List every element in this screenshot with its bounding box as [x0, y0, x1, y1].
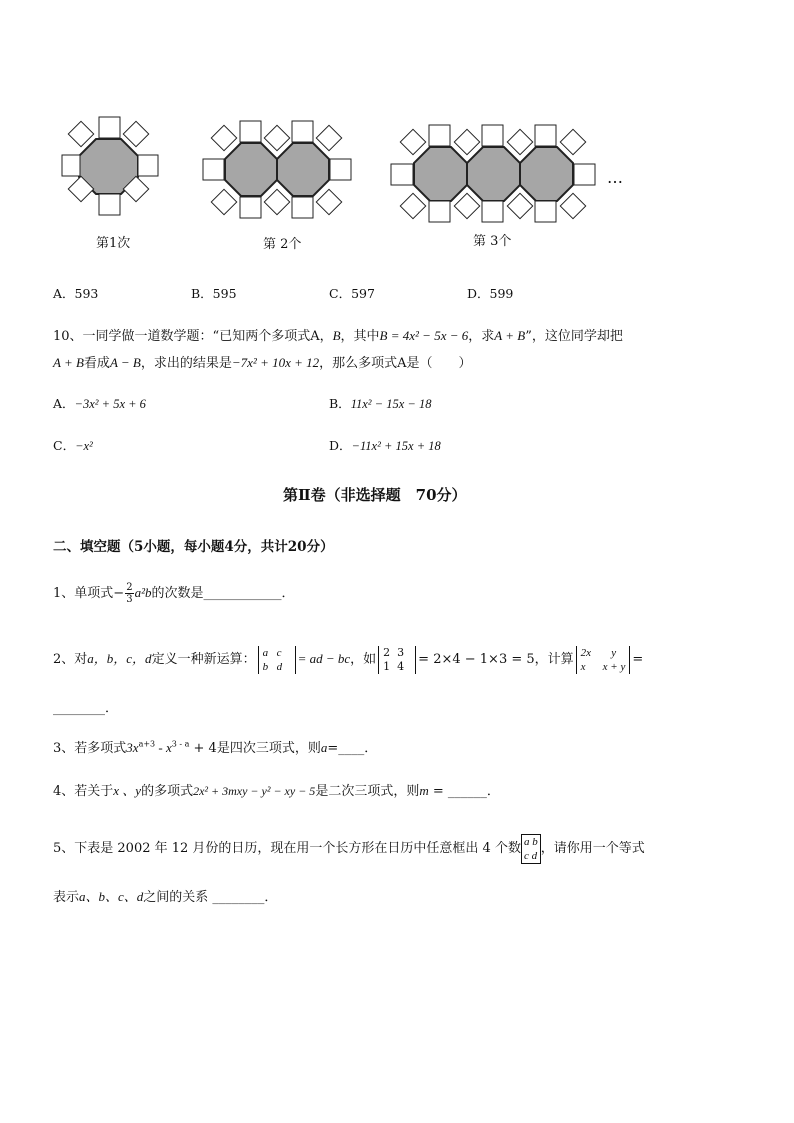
option-label: A．	[53, 396, 75, 411]
q2-expr: = 2×4 − 1×3 = 5	[418, 652, 535, 667]
q10-option-c	[53, 436, 93, 454]
option-expr: −3x² + 5x + 6	[74, 397, 146, 411]
q10-text: 10、一同学做一道数学题：“已知两个多项式A，	[53, 329, 333, 344]
q3-expr: + 4	[189, 741, 217, 756]
square	[138, 155, 158, 176]
q9-option-b: B．595	[191, 286, 237, 301]
q10-option-a	[53, 394, 146, 412]
octagon	[520, 147, 573, 201]
det-cell: a	[262, 646, 269, 659]
figure-ellipsis: …	[607, 168, 623, 187]
determinant-3	[576, 646, 631, 674]
q4-text: 的多项式	[141, 784, 194, 799]
determinant-1	[258, 646, 296, 674]
square	[330, 159, 351, 180]
square	[211, 125, 236, 150]
figure-2	[203, 121, 351, 218]
q1-minus: −	[113, 586, 125, 601]
square	[292, 121, 313, 142]
q3-expr: 3x	[126, 740, 139, 755]
square	[507, 129, 532, 154]
square	[68, 121, 93, 146]
q10-line-2	[53, 352, 472, 371]
octagon-pattern-figure	[0, 0, 794, 230]
q1-expr: a²b	[134, 585, 152, 600]
q2-text: ，计算	[534, 652, 574, 667]
q9-option-d: D．599	[467, 286, 514, 301]
q10-text: ，其中	[340, 329, 380, 344]
q2-vars: a，b，c，d	[87, 651, 152, 666]
fill-q4	[53, 780, 500, 799]
square	[316, 125, 341, 150]
option-label: C．	[53, 438, 76, 453]
det-cell: 4	[397, 659, 405, 673]
square	[454, 129, 479, 154]
q10-expr-b: B = 4x² − 5x − 6	[379, 328, 469, 343]
fill-q3	[53, 737, 377, 756]
det-cell: 3	[397, 645, 405, 659]
q2-expr: = ad − bc	[297, 651, 351, 666]
q5-calendar-box	[521, 834, 541, 864]
figure-caption-1: 第1次	[96, 236, 131, 251]
square	[240, 121, 261, 142]
figure-1	[62, 117, 158, 215]
determinant-2	[378, 646, 416, 674]
square	[429, 125, 450, 146]
option-expr: 11x² − 15x − 18	[350, 397, 432, 411]
q10-option-d	[329, 436, 441, 454]
square	[264, 125, 289, 150]
q10-text: 看成	[83, 356, 110, 371]
q10-text: ，那么多项式A是（ ）	[319, 356, 472, 371]
fill-q2	[53, 641, 643, 678]
octagon	[467, 147, 520, 201]
q9-option-c: C．597	[329, 286, 375, 301]
square	[316, 189, 341, 214]
square	[292, 197, 313, 218]
q1-text: 的次数是____________．	[151, 586, 295, 601]
square	[454, 193, 479, 218]
q5-vars: a、b、c、d	[79, 889, 144, 904]
q4-var: m	[419, 783, 429, 798]
q5-text: 之间的关系 ________．	[143, 890, 278, 905]
det-cell: 2x	[580, 646, 592, 659]
det-cell: d	[276, 660, 283, 673]
option-label: B．	[329, 396, 351, 411]
det-cell: b	[262, 660, 269, 673]
octagon	[225, 143, 277, 196]
q9-option-a: A．593	[53, 286, 99, 301]
octagon	[277, 143, 329, 196]
fill-q5-line-2	[53, 886, 277, 905]
q4-text: 4、若关于	[53, 784, 114, 799]
q3-text: 是四次三项式，则	[216, 741, 321, 756]
det-cell: 2	[383, 645, 391, 659]
q2-text: 2、对	[53, 652, 88, 667]
square	[482, 201, 503, 222]
square	[123, 121, 148, 146]
option-expr: −x²	[75, 439, 93, 453]
box-row: a b	[523, 835, 538, 848]
q4-text: = ______．	[428, 784, 500, 799]
q2-text: 定义一种新运算：	[151, 652, 256, 667]
square	[240, 197, 261, 218]
option-expr: −11x² + 15x + 18	[351, 439, 441, 453]
q3-exponent: a+3	[138, 739, 156, 749]
q10-expr-sum: A + B	[494, 328, 526, 343]
square	[391, 164, 413, 185]
q2-text: ，如	[350, 652, 377, 667]
q3-expr: - x	[155, 740, 172, 755]
square	[535, 201, 556, 222]
square	[429, 201, 450, 222]
q4-expr: 2x² + 3mxy − y² − xy − 5	[193, 784, 316, 798]
square	[62, 155, 80, 176]
figure-caption-3: 第 3个	[473, 234, 512, 249]
square	[264, 189, 289, 214]
square	[203, 159, 224, 180]
fraction-numerator: 2	[126, 582, 133, 593]
figure-3	[391, 125, 595, 222]
q1-text: 1、单项式	[53, 586, 114, 601]
square	[560, 193, 585, 218]
q10-expr-sum: A + B	[53, 355, 84, 370]
square	[211, 189, 236, 214]
fill-q2-line-2: ________．	[53, 701, 119, 716]
square	[507, 193, 532, 218]
q5-text: 表示	[53, 890, 80, 905]
q5-text: 5、下表是 2002 年 12 月份的日历，现在用一个长方形在日历中任意框出 4 个数	[53, 841, 521, 856]
q10-text: ，求出的结果是	[140, 356, 232, 371]
section-title: 第Ⅱ卷（非选择题 70分）	[283, 486, 467, 504]
square	[482, 125, 503, 146]
figure-caption-2: 第 2个	[263, 237, 302, 252]
fill-q5-line-1	[53, 829, 645, 869]
q10-line-1	[53, 325, 623, 344]
q3-text: 3、若多项式	[53, 741, 127, 756]
option-label: D．	[329, 438, 352, 453]
q10-text: ”，这位同学却把	[525, 329, 623, 344]
square	[400, 129, 425, 154]
det-cell: x + y	[602, 660, 626, 673]
q10-expr-diff: A − B	[109, 355, 141, 370]
q4-text: 是二次三项式，则	[315, 784, 420, 799]
square	[560, 129, 585, 154]
q2-expr: =	[632, 652, 644, 667]
det-cell: c	[276, 646, 282, 659]
det-cell: y	[611, 646, 617, 659]
q10-option-b	[329, 394, 431, 412]
square	[99, 117, 120, 138]
square	[574, 164, 595, 185]
q1-fraction	[125, 582, 133, 605]
octagon	[414, 147, 467, 201]
fraction-denominator: 3	[126, 594, 133, 605]
q3-exponent: 3 - a	[171, 739, 190, 749]
q10-expr-result: −7x² + 10x + 12	[231, 355, 320, 370]
square	[99, 194, 120, 215]
q5-text: ，请你用一个等式	[540, 841, 645, 856]
det-cell: x	[580, 660, 586, 673]
square	[535, 125, 556, 146]
q4-vars: x 、y	[113, 783, 142, 798]
box-row: c d	[523, 849, 538, 862]
fill-q1	[53, 582, 294, 605]
q10-text: ，求	[468, 329, 495, 344]
q3-text: =____．	[327, 741, 378, 756]
q10-var-b: B	[332, 328, 341, 343]
q3-var: a	[320, 740, 328, 755]
section-subtitle: 二、填空题（5小题，每小题4分，共计20分）	[53, 539, 334, 555]
square	[400, 193, 425, 218]
det-cell: 1	[383, 659, 391, 673]
